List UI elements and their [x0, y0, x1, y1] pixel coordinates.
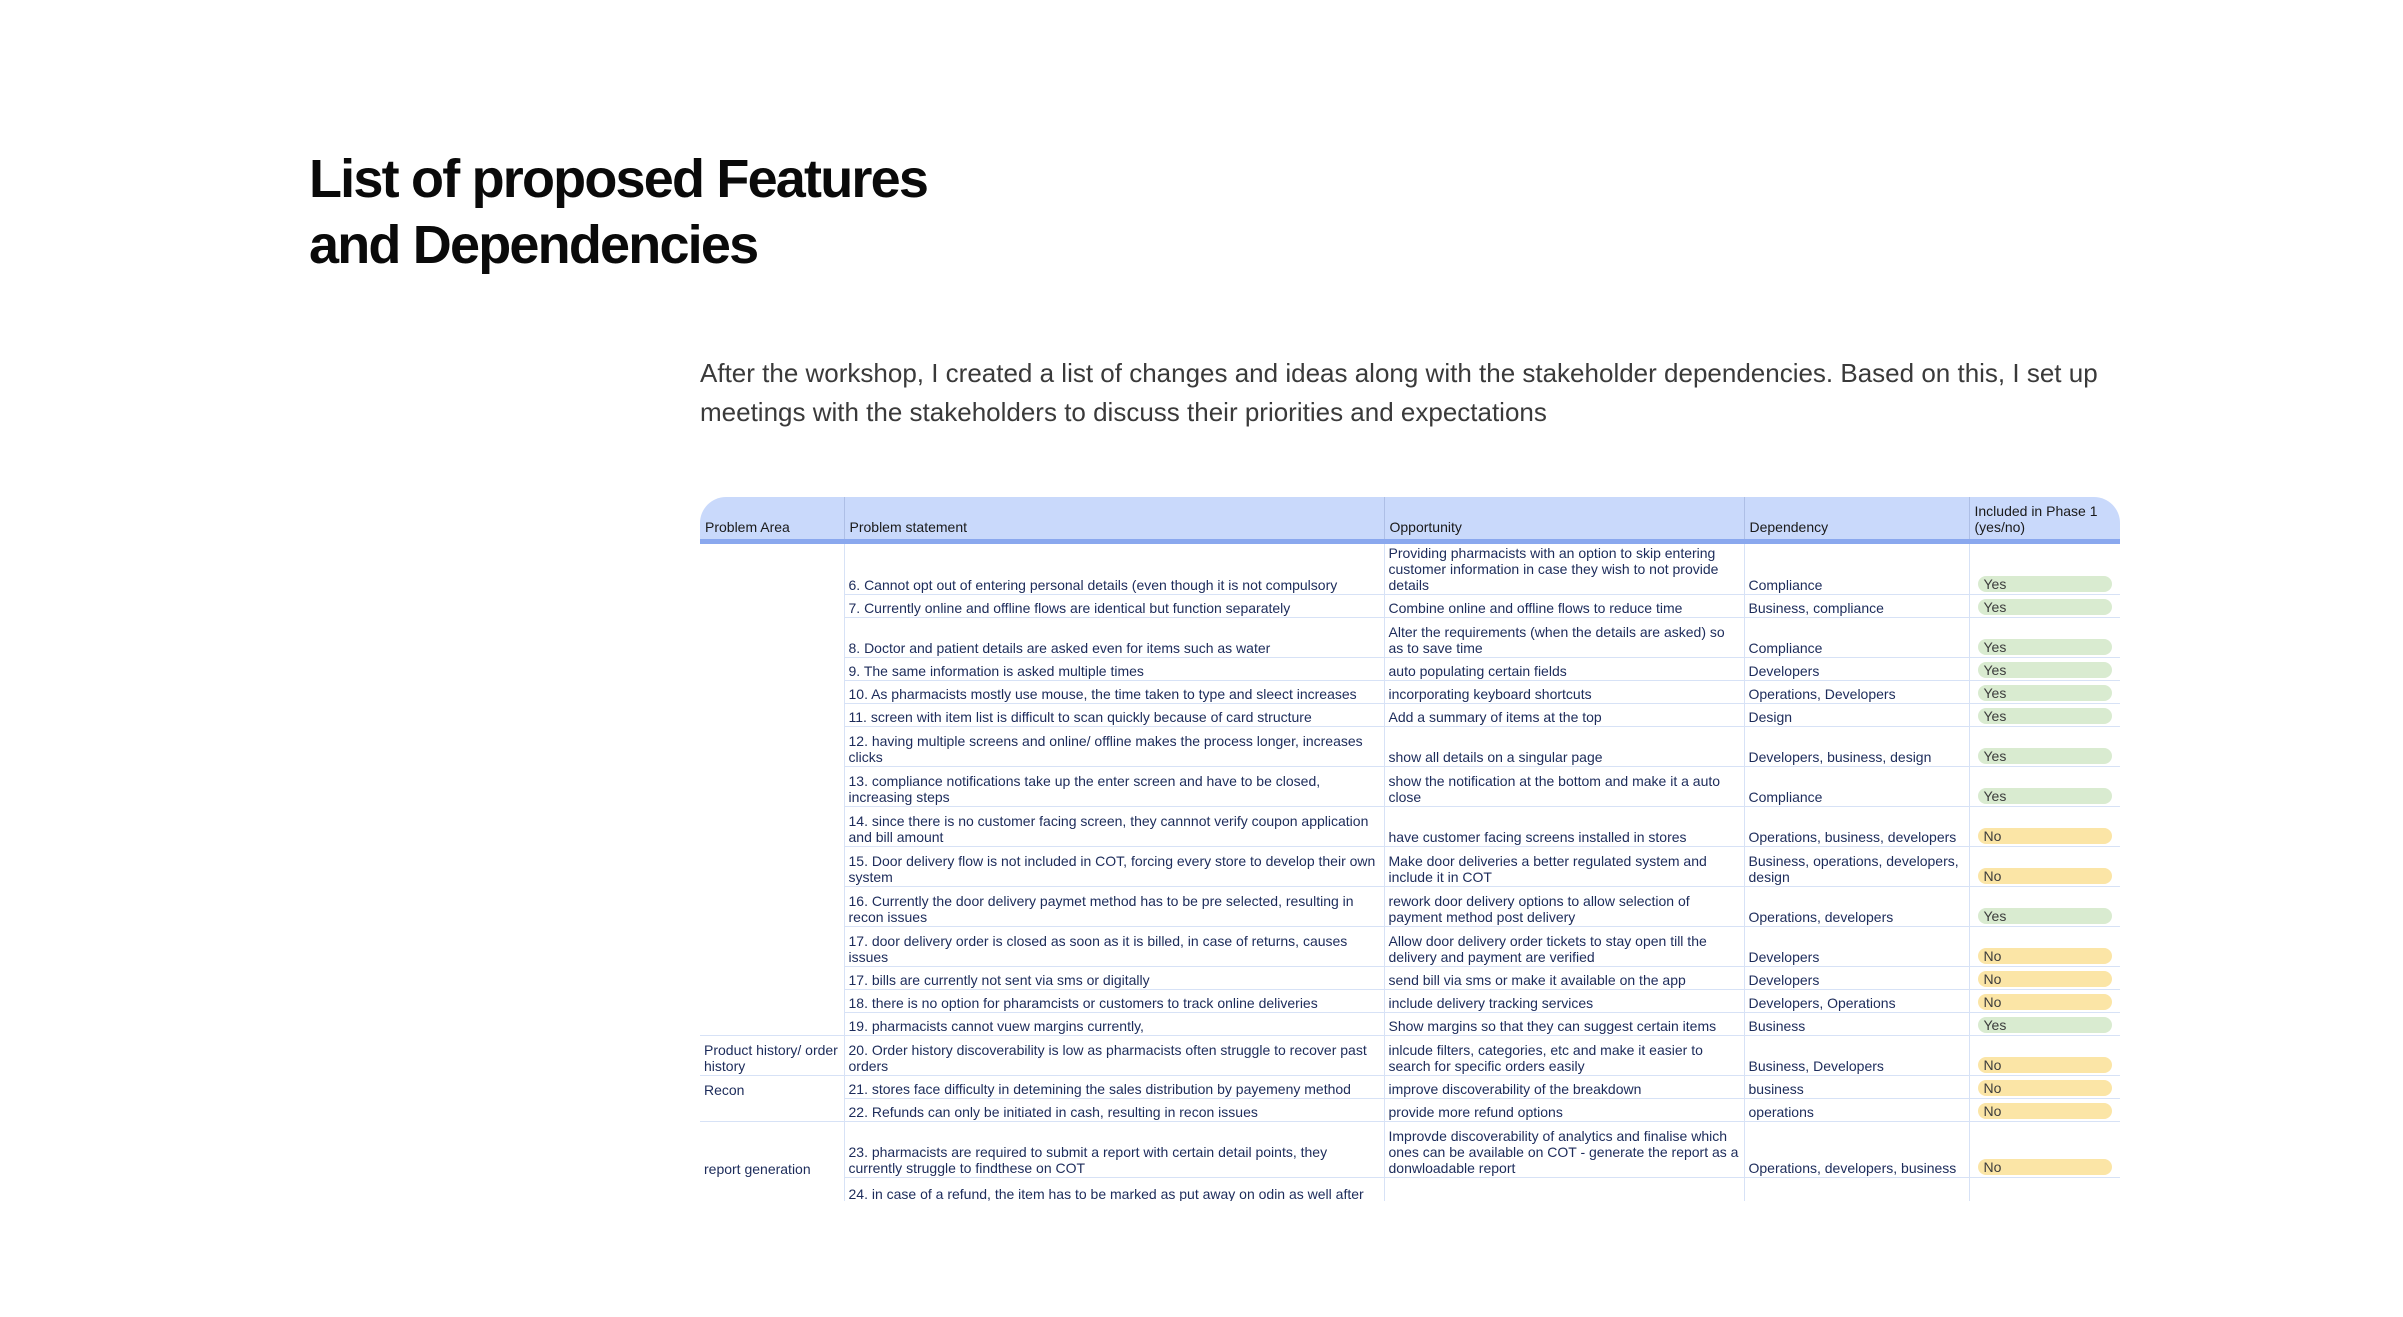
status-badge: No	[1978, 828, 2113, 844]
cell-dependency: Developers	[1744, 967, 1969, 990]
table-row	[700, 767, 2120, 807]
status-badge: Yes	[1978, 908, 2113, 924]
status-badge: Yes	[1978, 576, 2113, 592]
cell-dependency: Developers, business, design	[1744, 727, 1969, 767]
cell-included-phase-1	[1969, 967, 2120, 990]
cell-included-phase-1	[1969, 658, 2120, 681]
cell-dependency: Compliance	[1744, 542, 1969, 595]
cell-included-phase-1	[1969, 1178, 2120, 1202]
cell-problem-statement: 19. pharmacists cannot vuew margins currently,	[844, 1013, 1384, 1036]
cell-problem-statement: 9. The same information is asked multiple times	[844, 658, 1384, 681]
cell-opportunity: include delivery tracking services	[1384, 990, 1744, 1013]
table-row	[700, 542, 2120, 595]
cell-opportunity: show the notification at the bottom and make it a auto close	[1384, 767, 1744, 807]
cell-opportunity: Show margins so that they can suggest certain items	[1384, 1013, 1744, 1036]
cell-opportunity: rework door delivery options to allow selection of payment method post delivery	[1384, 887, 1744, 927]
cell-problem-statement: 7. Currently online and offline flows are identical but function separately	[844, 595, 1384, 618]
cell-dependency: Developers, Operations	[1744, 990, 1969, 1013]
cell-dependency: Business, operations, developers, design	[1744, 847, 1969, 887]
cell-problem-statement: 16. Currently the door delivery paymet method has to be pre selected, resulting in recon issues	[844, 887, 1384, 927]
cell-problem-area	[700, 967, 844, 990]
cell-dependency: Design	[1744, 704, 1969, 727]
cell-problem-area: Recon	[700, 1076, 844, 1099]
table-row	[700, 1099, 2120, 1122]
status-badge: Yes	[1978, 788, 2113, 804]
cell-problem-statement: 14. since there is no customer facing screen, they cannnot verify coupon application and bill amount	[844, 807, 1384, 847]
status-badge: Yes	[1978, 708, 2113, 724]
cell-opportunity: inlcude filters, categories, etc and make it easier to search for specific orders easily	[1384, 1036, 1744, 1076]
cell-opportunity: send bill via sms or make it available on the app	[1384, 967, 1744, 990]
cell-problem-area	[700, 681, 844, 704]
status-badge: Yes	[1978, 1017, 2113, 1033]
cell-problem-area	[700, 847, 844, 887]
status-badge: Yes	[1978, 662, 2113, 678]
cell-problem-statement: 15. Door delivery flow is not included in COT, forcing every store to develop their own system	[844, 847, 1384, 887]
cell-dependency: Operations, developers, business	[1744, 1122, 1969, 1178]
table-row	[700, 807, 2120, 847]
table-row	[700, 927, 2120, 967]
cell-dependency: Business, compliance	[1744, 595, 1969, 618]
cell-dependency: Compliance	[1744, 767, 1969, 807]
cell-dependency: Business	[1744, 1013, 1969, 1036]
page-title-line-1: List of proposed Features	[309, 149, 928, 209]
cell-opportunity	[1384, 1178, 1744, 1202]
cell-included-phase-1	[1969, 990, 2120, 1013]
status-badge: No	[1978, 868, 2113, 884]
cell-dependency: Business, Developers	[1744, 1036, 1969, 1076]
cell-opportunity: incorporating keyboard shortcuts	[1384, 681, 1744, 704]
cell-opportunity: Combine online and offline flows to reduce time	[1384, 595, 1744, 618]
cell-problem-area	[700, 927, 844, 967]
cell-dependency	[1744, 1178, 1969, 1202]
cell-problem-area: report generation	[700, 1122, 844, 1178]
cell-problem-statement: 23. pharmacists are required to submit a report with certain detail points, they currently struggle to findthese on COT	[844, 1122, 1384, 1178]
page-title	[309, 146, 927, 278]
status-badge: No	[1978, 948, 2113, 964]
header-included-phase-1: Included in Phase 1 (yes/no)	[1969, 497, 2120, 542]
status-badge: No	[1978, 1057, 2113, 1073]
table-row	[700, 967, 2120, 990]
cell-opportunity: improve discoverability of the breakdown	[1384, 1076, 1744, 1099]
intro-paragraph: After the workshop, I created a list of changes and ideas along with the stakeholder dependencies. Based on this, I set up meetings with the stakeholders to discuss their priorities and expectations	[700, 358, 2098, 427]
cell-problem-statement: 21. stores face difficulty in detemining the sales distribution by payemeny method	[844, 1076, 1384, 1099]
table-row	[700, 681, 2120, 704]
status-badge: No	[1978, 971, 2113, 987]
cell-problem-statement: 18. there is no option for pharamcists or customers to track online deliveries	[844, 990, 1384, 1013]
cell-problem-area	[700, 542, 844, 595]
cell-dependency: business	[1744, 1076, 1969, 1099]
cell-problem-area	[700, 704, 844, 727]
cell-dependency: Compliance	[1744, 618, 1969, 658]
table-body	[700, 542, 2120, 1202]
header-problem-statement: Problem statement	[844, 497, 1384, 542]
status-badge: Yes	[1978, 685, 2113, 701]
header-opportunity: Opportunity	[1384, 497, 1744, 542]
cell-problem-statement: 10. As pharmacists mostly use mouse, the time taken to type and sleect increases	[844, 681, 1384, 704]
cell-dependency: operations	[1744, 1099, 1969, 1122]
cell-problem-area	[700, 1178, 844, 1202]
table-row	[700, 658, 2120, 681]
table-row	[700, 1013, 2120, 1036]
cell-opportunity: provide more refund options	[1384, 1099, 1744, 1122]
cell-problem-area	[700, 618, 844, 658]
cell-opportunity: show all details on a singular page	[1384, 727, 1744, 767]
page-title-line-2: and Dependencies	[309, 215, 758, 275]
cell-problem-statement: 6. Cannot opt out of entering personal details (even though it is not compulsory	[844, 542, 1384, 595]
cell-problem-statement: 11. screen with item list is difficult to scan quickly because of card structure	[844, 704, 1384, 727]
cell-problem-area	[700, 887, 844, 927]
cell-problem-area	[700, 990, 844, 1013]
cell-included-phase-1	[1969, 807, 2120, 847]
features-spreadsheet	[700, 497, 2120, 1201]
status-badge: Yes	[1978, 639, 2113, 655]
status-badge: Yes	[1978, 599, 2113, 615]
features-table	[700, 497, 2120, 1201]
cell-problem-area	[700, 1013, 844, 1036]
cell-problem-statement: 17. door delivery order is closed as soon as it is billed, in case of returns, causes issues	[844, 927, 1384, 967]
cell-opportunity: Improvde discoverability of analytics and finalise which ones can be available on COT - generate the report as a donwloadable report	[1384, 1122, 1744, 1178]
table-row	[700, 1178, 2120, 1202]
status-badge: No	[1978, 994, 2113, 1010]
cell-included-phase-1	[1969, 1013, 2120, 1036]
cell-problem-area	[700, 767, 844, 807]
table-row	[700, 1076, 2120, 1099]
table-row	[700, 1036, 2120, 1076]
status-badge: No	[1978, 1080, 2113, 1096]
table-row	[700, 990, 2120, 1013]
table-row	[700, 618, 2120, 658]
cell-included-phase-1	[1969, 847, 2120, 887]
cell-problem-area	[700, 1099, 844, 1122]
cell-opportunity: auto populating certain fields	[1384, 658, 1744, 681]
status-badge: No	[1978, 1159, 2113, 1175]
cell-problem-statement: 13. compliance notifications take up the enter screen and have to be closed, increasing steps	[844, 767, 1384, 807]
cell-problem-statement: 20. Order history discoverability is low as pharmacists often struggle to recover past orders	[844, 1036, 1384, 1076]
cell-included-phase-1	[1969, 1076, 2120, 1099]
cell-included-phase-1	[1969, 927, 2120, 967]
cell-opportunity: Providing pharmacists with an option to skip entering customer information in case they wish to not provide details	[1384, 542, 1744, 595]
cell-included-phase-1	[1969, 704, 2120, 727]
table-row	[700, 887, 2120, 927]
cell-problem-statement: 8. Doctor and patient details are asked even for items such as water	[844, 618, 1384, 658]
cell-dependency: Operations, developers	[1744, 887, 1969, 927]
cell-included-phase-1	[1969, 887, 2120, 927]
cell-problem-area	[700, 595, 844, 618]
status-badge: Yes	[1978, 748, 2113, 764]
cell-problem-area	[700, 807, 844, 847]
cell-included-phase-1	[1969, 1122, 2120, 1178]
table-row	[700, 847, 2120, 887]
cell-opportunity: Add a summary of items at the top	[1384, 704, 1744, 727]
table-row	[700, 595, 2120, 618]
header-row	[700, 497, 2120, 542]
cell-problem-area	[700, 658, 844, 681]
cell-dependency: Operations, Developers	[1744, 681, 1969, 704]
cell-opportunity: have customer facing screens installed in stores	[1384, 807, 1744, 847]
cell-problem-statement: 12. having multiple screens and online/ offline makes the process longer, increases clicks	[844, 727, 1384, 767]
cell-dependency: Developers	[1744, 658, 1969, 681]
cell-problem-statement: 24. in case of a refund, the item has to be marked as put away on odin as well after	[844, 1178, 1384, 1202]
cell-dependency: Developers	[1744, 927, 1969, 967]
header-dependency: Dependency	[1744, 497, 1969, 542]
cell-included-phase-1	[1969, 618, 2120, 658]
cell-problem-area: Product history/ order history	[700, 1036, 844, 1076]
table-row	[700, 704, 2120, 727]
cell-problem-statement: 17. bills are currently not sent via sms or digitally	[844, 967, 1384, 990]
cell-included-phase-1	[1969, 542, 2120, 595]
cell-opportunity: Make door deliveries a better regulated system and include it in COT	[1384, 847, 1744, 887]
header-problem-area: Problem Area	[700, 497, 844, 542]
cell-included-phase-1	[1969, 727, 2120, 767]
status-badge: No	[1978, 1103, 2113, 1119]
cell-problem-statement: 22. Refunds can only be initiated in cash, resulting in recon issues	[844, 1099, 1384, 1122]
cell-included-phase-1	[1969, 1099, 2120, 1122]
table-row	[700, 1122, 2120, 1178]
cell-included-phase-1	[1969, 595, 2120, 618]
cell-included-phase-1	[1969, 681, 2120, 704]
cell-opportunity: Allow door delivery order tickets to stay open till the delivery and payment are verified	[1384, 927, 1744, 967]
cell-included-phase-1	[1969, 767, 2120, 807]
cell-included-phase-1	[1969, 1036, 2120, 1076]
table-row	[700, 727, 2120, 767]
cell-problem-area	[700, 727, 844, 767]
cell-dependency: Operations, business, developers	[1744, 807, 1969, 847]
cell-opportunity: Alter the requirements (when the details are asked) so as to save time	[1384, 618, 1744, 658]
